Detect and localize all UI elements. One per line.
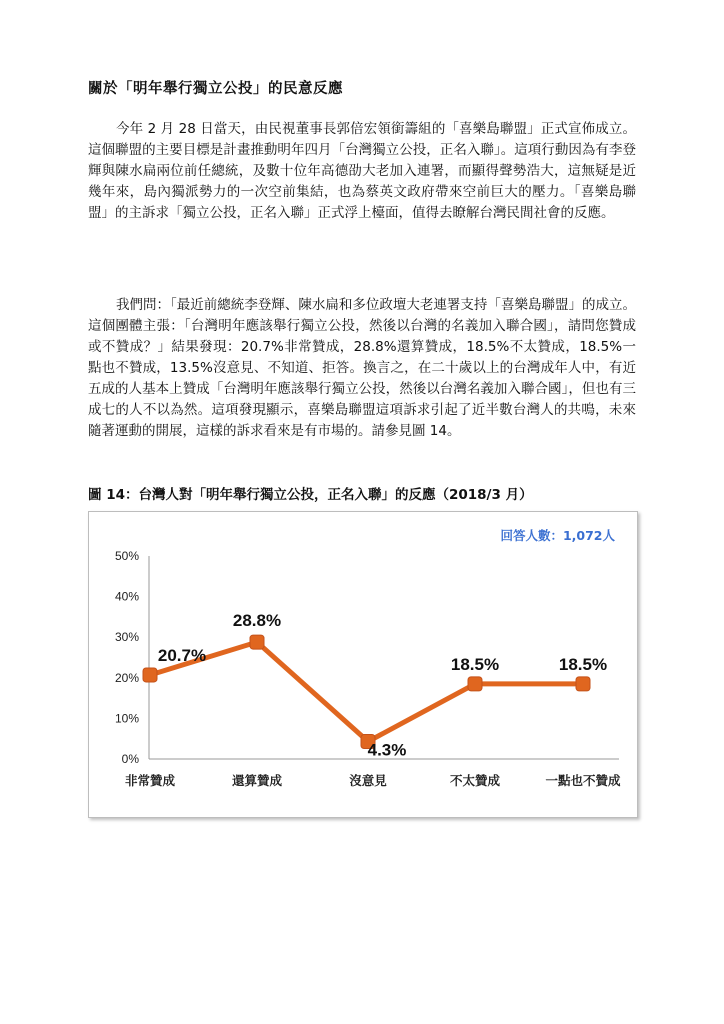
data-label: 18.5% xyxy=(450,654,500,674)
data-label: 28.8% xyxy=(232,611,282,631)
line-chart xyxy=(88,511,638,818)
x-category-label: 非常贊成 xyxy=(124,773,176,788)
y-tick-label: 50% xyxy=(114,549,139,563)
x-category-label: 還算贊成 xyxy=(231,773,283,788)
series-line xyxy=(150,642,583,741)
y-tick-label: 0% xyxy=(121,752,139,766)
x-category-label: 沒意見 xyxy=(349,773,387,788)
y-tick-label: 20% xyxy=(114,670,139,685)
respondents-count: 回答人數：1,072人 xyxy=(500,528,615,543)
data-label: 18.5% xyxy=(558,654,608,674)
paragraph-1: 今年 2 月 28 日當天，由民視董事長郭倍宏領銜籌組的「喜樂島聯盟」正式宣佈成立。這個聯盟的主要目標是計畫推動明年四月「台灣獨立公投，正名入聯」。這項行動因為有李登輝與陳水扁兩位前任總統，及數十位年高德劭大老加入連署，而顯得聲勢浩大，這無疑是近幾年來，島內獨派勢力的一次空前集結，也為蔡英文政府帶來空前巨大的壓力。「喜樂島聯盟」的主訴求「獨立公投，正名入聯」正式浮上檯面，值得去瞭解台灣民間社會的反應。 xyxy=(88,121,636,221)
y-tick-label: 10% xyxy=(114,711,139,726)
section-heading: 關於「明年舉行獨立公投」的民意反應 xyxy=(88,81,343,97)
y-tick-label: 40% xyxy=(114,589,139,604)
data-label: 4.3% xyxy=(367,740,407,760)
data-point-marker xyxy=(468,677,482,691)
data-point-marker xyxy=(143,668,157,682)
x-category-label: 不太贊成 xyxy=(449,773,501,788)
data-point-marker xyxy=(576,677,590,691)
y-tick-label: 30% xyxy=(114,630,139,645)
chart-canvas xyxy=(89,512,637,817)
data-point-marker xyxy=(250,635,264,649)
x-category-label: 一點也不贊成 xyxy=(545,773,621,788)
figure-caption: 圖 14：台灣人對「明年舉行獨立公投，正名入聯」的反應（2018/3 月） xyxy=(88,487,533,503)
data-label: 20.7% xyxy=(157,645,207,665)
paragraph-2: 我們問：「最近前總統李登輝、陳水扁和多位政壇大老連署支持「喜樂島聯盟」的成立。這個團體主張：「台灣明年應該舉行獨立公投，然後以台灣的名義加入聯合國」，請問您贊成或不贊成？」結果發現：20.7%非常贊成，28.8%還算贊成，18.5%不太贊成，18.5%一點也不贊成，13.5%沒意見、不知道、拒答。換言之，在二十歲以上的台灣成年人中，有近五成的人基本上贊成「台灣明年應該舉行獨立公投，然後以台灣名義加入聯合國」，但也有三成七的人不以為然。這項發現顯示，喜樂島聯盟這項訴求引起了近半數台灣人的共鳴，未來隨著運動的開展，這樣的訴求看來是有市場的。請參見圖 14。 xyxy=(88,297,636,439)
